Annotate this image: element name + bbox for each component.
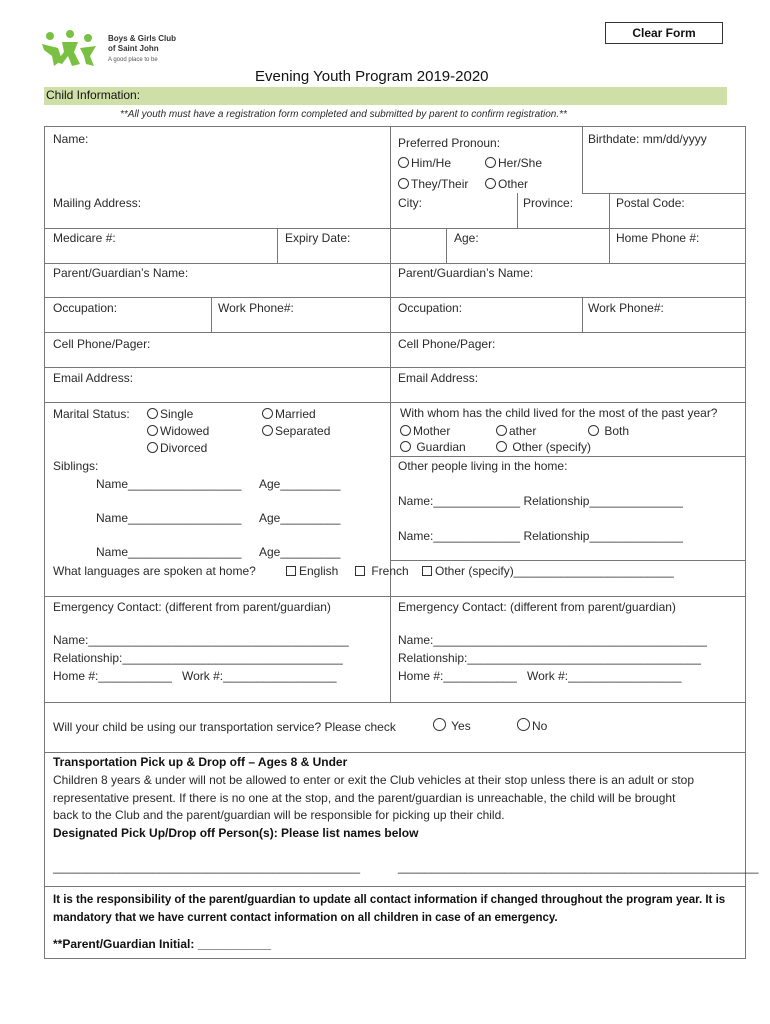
- language-french[interactable]: French: [355, 564, 409, 579]
- logo-tagline: A good place to be: [108, 57, 158, 63]
- pronoun-they[interactable]: They/Their: [398, 177, 468, 192]
- lived-with-mother[interactable]: Mother: [400, 424, 450, 439]
- marital-married[interactable]: Married: [262, 407, 316, 422]
- postal-code-field[interactable]: Postal Code:: [616, 196, 685, 210]
- city-field[interactable]: City:: [398, 196, 422, 210]
- lived-with-both[interactable]: Both: [588, 424, 629, 439]
- guardian2-email-field[interactable]: Email Address:: [398, 371, 479, 385]
- guardian2-name-field[interactable]: Parent/Guardian’s Name:: [398, 266, 534, 280]
- emergency-heading-right: Emergency Contact: (different from parent/guardian): [398, 600, 676, 614]
- child-info-heading: [44, 87, 727, 105]
- language-english[interactable]: English: [286, 564, 338, 579]
- radio-icon: [433, 718, 446, 731]
- transport-body-3: back to the Club and the parent/guardian will be responsible for picking up their child.: [53, 808, 505, 822]
- lived-with-other[interactable]: Other (specify): [496, 440, 591, 455]
- guardian1-work-phone-field[interactable]: Work Phone#:: [218, 301, 294, 315]
- emergency-name-right[interactable]: Name:_________________________________________: [398, 633, 707, 647]
- guardian1-name-field[interactable]: Parent/Guardian’s Name:: [53, 266, 189, 280]
- radio-icon: [398, 157, 409, 168]
- guardian2-work-phone-field[interactable]: Work Phone#:: [588, 301, 664, 315]
- other-people-label: Other people living in the home:: [398, 459, 568, 473]
- radio-icon: [262, 425, 273, 436]
- lived-with-guardian[interactable]: Guardian: [400, 440, 466, 455]
- logo-name-line1: Boys & Girls Club: [108, 34, 177, 43]
- emergency-relationship-right[interactable]: Relationship:___________________________________: [398, 651, 701, 665]
- medicare-field[interactable]: Medicare #:: [53, 231, 116, 245]
- child-name-field[interactable]: Name:: [53, 132, 89, 146]
- radio-icon: [588, 425, 599, 436]
- languages-question: What languages are spoken at home?: [53, 564, 256, 578]
- logo-figures-icon: [40, 30, 100, 70]
- guardian1-email-field[interactable]: Email Address:: [53, 371, 134, 385]
- sibling-name-3[interactable]: Name_________________: [96, 545, 242, 559]
- pronoun-him[interactable]: Him/He: [398, 156, 451, 171]
- responsibility-line-2: mandatory that we have current contact information on all children in case of an emergency.: [53, 912, 558, 924]
- pronoun-other[interactable]: Other: [485, 177, 528, 192]
- club-logo: [40, 30, 100, 70]
- transport-yes[interactable]: Yes: [433, 718, 471, 734]
- radio-icon: [517, 718, 530, 731]
- radio-icon: [400, 425, 411, 436]
- lived-with-question: With whom has the child lived for the most of the past year?: [400, 406, 718, 420]
- form-title: Evening Youth Program 2019-2020: [255, 68, 489, 85]
- lived-with-father[interactable]: ather: [496, 424, 536, 439]
- transport-question: Will your child be using our transportation service? Please check: [53, 720, 396, 734]
- marital-widowed[interactable]: Widowed: [147, 424, 209, 439]
- guardian2-occupation-field[interactable]: Occupation:: [398, 301, 463, 315]
- sibling-name-1[interactable]: Name_________________: [96, 477, 242, 491]
- responsibility-line-1: It is the responsibility of the parent/guardian to update all contact information if changed throughout the program year. It is: [53, 894, 726, 906]
- radio-icon: [147, 442, 158, 453]
- designated-person-left[interactable]: ______________________________________________: [53, 860, 360, 874]
- checkbox-icon: [422, 566, 432, 576]
- province-field[interactable]: Province:: [523, 196, 574, 210]
- registration-note: **All youth must have a registration form completed and submitted by parent to confirm registration.**: [120, 109, 567, 120]
- other-person-2[interactable]: Name:_____________ Relationship______________: [398, 529, 683, 543]
- radio-icon: [147, 425, 158, 436]
- guardian1-occupation-field[interactable]: Occupation:: [53, 301, 118, 315]
- sibling-age-3[interactable]: Age_________: [259, 545, 341, 559]
- radio-icon: [262, 408, 273, 419]
- pronoun-her[interactable]: Her/She: [485, 156, 542, 171]
- radio-icon: [496, 441, 507, 452]
- emergency-relationship-left[interactable]: Relationship:_________________________________: [53, 651, 343, 665]
- transport-no[interactable]: No: [517, 718, 547, 734]
- expiry-date-field[interactable]: Expiry Date:: [285, 231, 351, 245]
- age-field[interactable]: Age:: [454, 231, 479, 245]
- radio-icon: [496, 425, 507, 436]
- clear-form-button[interactable]: Clear Form: [605, 22, 723, 44]
- emergency-name-left[interactable]: Name:_______________________________________: [53, 633, 349, 647]
- siblings-label: Siblings:: [53, 459, 99, 473]
- emergency-work-right[interactable]: Work #:_________________: [527, 669, 682, 683]
- other-person-1[interactable]: Name:_____________ Relationship______________: [398, 494, 683, 508]
- sibling-age-2[interactable]: Age_________: [259, 511, 341, 525]
- transport-heading: Transportation Pick up & Drop off – Ages 8 & Under: [53, 755, 348, 769]
- home-phone-field[interactable]: Home Phone #:: [616, 231, 700, 245]
- child-info-heading-text: Child Information:: [46, 88, 141, 102]
- sibling-age-1[interactable]: Age_________: [259, 477, 341, 491]
- pronoun-label: Preferred Pronoun:: [398, 136, 501, 150]
- sibling-name-2[interactable]: Name_________________: [96, 511, 242, 525]
- mailing-address-field[interactable]: Mailing Address:: [53, 196, 142, 210]
- logo-name-line2: of Saint John: [108, 44, 159, 53]
- emergency-work-left[interactable]: Work #:_________________: [182, 669, 337, 683]
- marital-divorced[interactable]: Divorced: [147, 441, 207, 456]
- checkbox-icon: [286, 566, 296, 576]
- radio-icon: [400, 441, 411, 452]
- checkbox-icon: [355, 566, 365, 576]
- radio-icon: [147, 408, 158, 419]
- marital-separated[interactable]: Separated: [262, 424, 330, 439]
- radio-icon: [485, 178, 496, 189]
- marital-single[interactable]: Single: [147, 407, 193, 422]
- guardian2-cell-field[interactable]: Cell Phone/Pager:: [398, 337, 496, 351]
- radio-icon: [398, 178, 409, 189]
- transport-body-1: Children 8 years & under will not be allowed to enter or exit the Club vehicles at their stop unless there is an adult or stop: [53, 773, 695, 787]
- birthdate-field[interactable]: Birthdate: mm/dd/yyyy: [588, 132, 707, 146]
- emergency-home-left[interactable]: Home #:___________: [53, 669, 172, 683]
- designated-person-right[interactable]: ______________________________________________________: [398, 860, 759, 874]
- radio-icon: [485, 157, 496, 168]
- guardian1-cell-field[interactable]: Cell Phone/Pager:: [53, 337, 151, 351]
- marital-status-label: Marital Status:: [53, 407, 130, 421]
- guardian-initial-field[interactable]: **Parent/Guardian Initial: ___________: [53, 937, 272, 951]
- language-other[interactable]: Other (specify)________________________: [422, 564, 674, 579]
- emergency-heading-left: Emergency Contact: (different from parent/guardian): [53, 600, 331, 614]
- designated-heading: Designated Pick Up/Drop off Person(s): Please list names below: [53, 826, 419, 840]
- transport-body-2: representative present. If there is no one at the stop, and the parent/guardian is unreachable, the child will be brought: [53, 791, 676, 805]
- emergency-home-right[interactable]: Home #:___________: [398, 669, 517, 683]
